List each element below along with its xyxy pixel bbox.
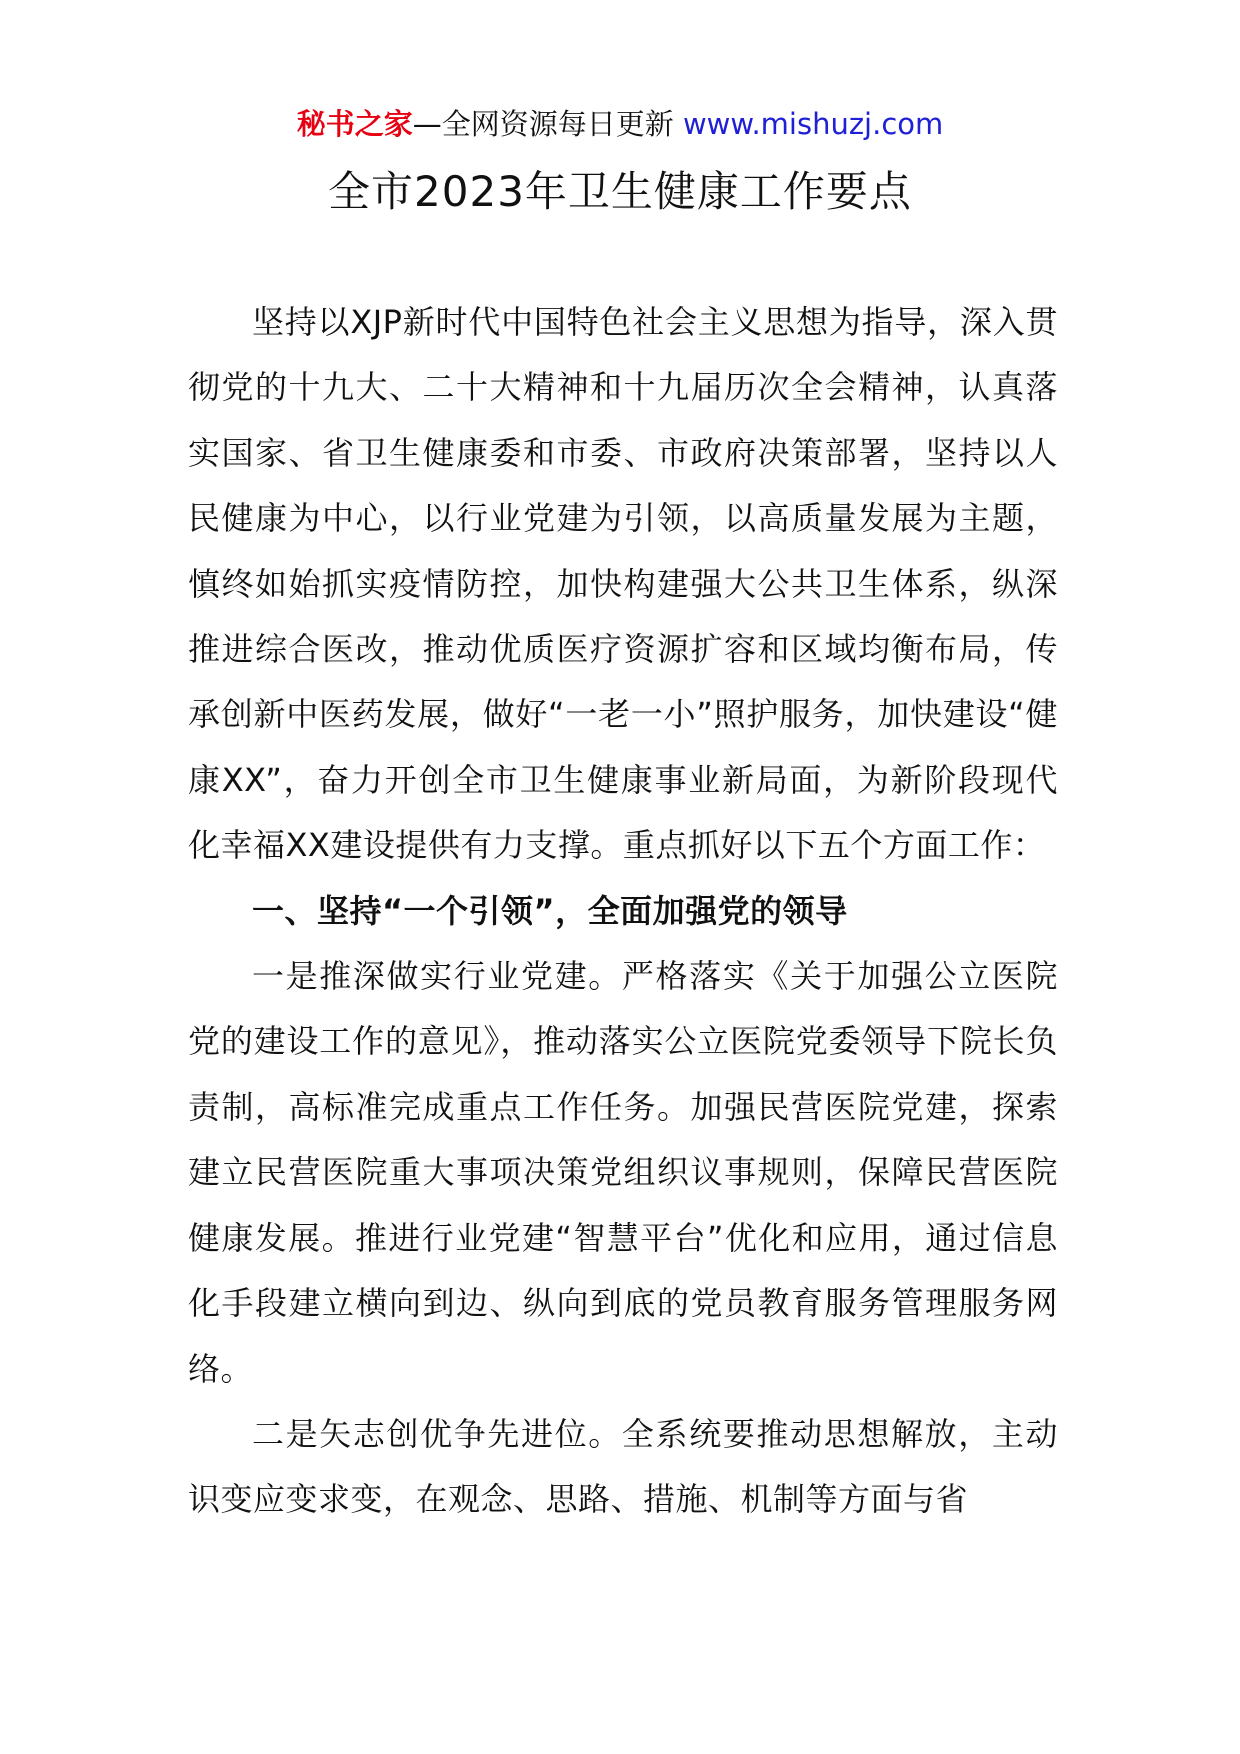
intro-paragraph: 坚持以XJP新时代中国特色社会主义思想为指导，深入贯彻党的十九大、二十大精神和十九届历次全会精神，认真落实国家、省卫生健康委和市委、市政府决策部署，坚持以人民健康为中心，以行业党建为引领，以高质量发展为主题，慎终如始抓实疫情防控，加快构建强大公共卫生体系，纵深推进综合医改，推动优质医疗资源扩容和区域均衡布局，传承创新中医药发展，做好“一老一小”照护服务，加快建设“健康XX”，奋力开创全市卫生健康事业新局面，为新阶段现代化幸福XX建设提供有力支撑。重点抓好以下五个方面工作： [188, 303, 1058, 865]
site-header [0, 102, 1240, 146]
document-body [188, 290, 1058, 1533]
header-tagline: —全网资源每日更新 [412, 107, 683, 141]
document-title: 全市2023年卫生健康工作要点 [328, 167, 912, 216]
body-paragraph-2: 二是矢志创优争先进位。全系统要推动思想解放，主动识变应变求变，在观念、思路、措施、机制等方面与省 [188, 1414, 1058, 1519]
section-heading-1: 一、坚持“一个引领”，全面加强党的领导 [252, 891, 848, 930]
body-paragraph-1: 一是推深做实行业党建。严格落实《关于加强公立医院党的建设工作的意见》，推动落实公立医院党委领导下院长负责制，高标准完成重点工作任务。加强民营医院党建，探索建立民营医院重大事项决策党组织议事规则，保障民营医院健康发展。推进行业党建“智慧平台”优化和应用，通过信息化手段建立横向到边、纵向到底的党员教育服务管理服务网络。 [188, 957, 1058, 1388]
site-url-link[interactable]: www.mishuzj.com [682, 107, 944, 141]
brand-name: 秘书之家 [296, 107, 413, 141]
